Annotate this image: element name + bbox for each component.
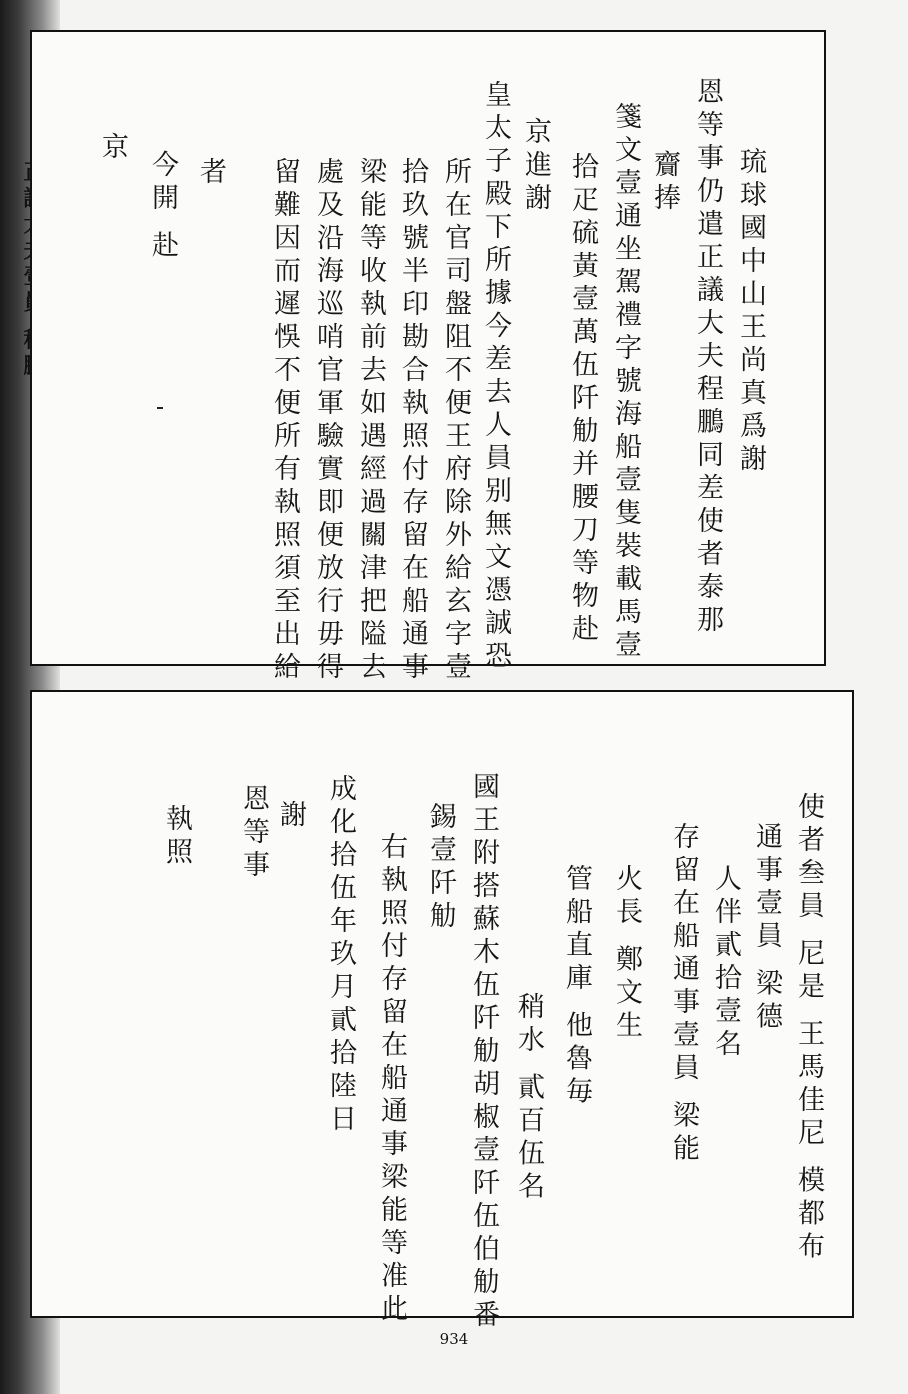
text-column: 使者叁員 尼是 王馬佳尼 模都布 xyxy=(793,792,824,1265)
text-column: 執照 xyxy=(161,804,192,870)
text-column: 管船直庫 他魯毎 xyxy=(561,864,592,1110)
text-column: 恩等事 xyxy=(238,784,269,883)
bottom-document-panel xyxy=(30,690,854,1333)
page-number: 934 xyxy=(439,1330,469,1348)
text-column: 今開 赴 xyxy=(147,150,178,264)
text-column: 謝 xyxy=(275,800,306,833)
text-column: 恩等事仍遣正議大夫程鵬同差使者泰那 xyxy=(692,77,723,638)
text-column: 梁能等收執前去如遇經過關津把隘去 xyxy=(355,157,386,685)
text-column: 拾疋硫黃壹萬伍阡觔并腰刀等物赴 xyxy=(567,152,598,647)
top-document-panel xyxy=(30,30,826,685)
text-column: 箋文壹通坐駕禮字號海船壹隻裝載馬壹 xyxy=(610,102,641,663)
text-column: 京 xyxy=(97,132,128,165)
text-column: 拾玖號半印勘合執照付存留在船通事 xyxy=(397,157,428,685)
text-column: 成化拾伍年玖月貳拾陸日 xyxy=(325,774,356,1137)
text-column: 錫壹阡觔 xyxy=(425,802,456,934)
ink-mark xyxy=(157,407,163,409)
text-column: 火長 鄭文生 xyxy=(611,864,642,1044)
text-column: 齎捧 xyxy=(649,150,680,216)
text-column: 皇太子殿下所據今差去人員别無文憑誠恐 xyxy=(480,80,511,674)
text-column: 琉球國中山王尚真爲謝 xyxy=(735,147,766,477)
text-column: 者 xyxy=(195,157,226,190)
text-column: 人伴貳拾壹名 xyxy=(710,864,741,1062)
text-column: 稍水 貳百伍名 xyxy=(513,992,544,1205)
text-column: 留難因而遲悞不便所有執照須至出給 xyxy=(269,157,300,685)
text-column: 京進謝 xyxy=(520,117,551,216)
text-column: 處及沿海巡哨官軍驗實即便放行毋得 xyxy=(312,157,343,685)
text-column: 所在官司盤阻不便王府除外給玄字壹 xyxy=(440,157,471,685)
text-column: 國王附搭蘇木伍阡觔胡椒壹阡伍伯觔番 xyxy=(468,772,499,1333)
text-column: 右執照付存留在船通事梁能等准此 xyxy=(376,832,407,1327)
text-column: 存留在船通事壹員 梁能 xyxy=(668,822,699,1167)
text-column: 通事壹員 梁德 xyxy=(751,822,782,1035)
